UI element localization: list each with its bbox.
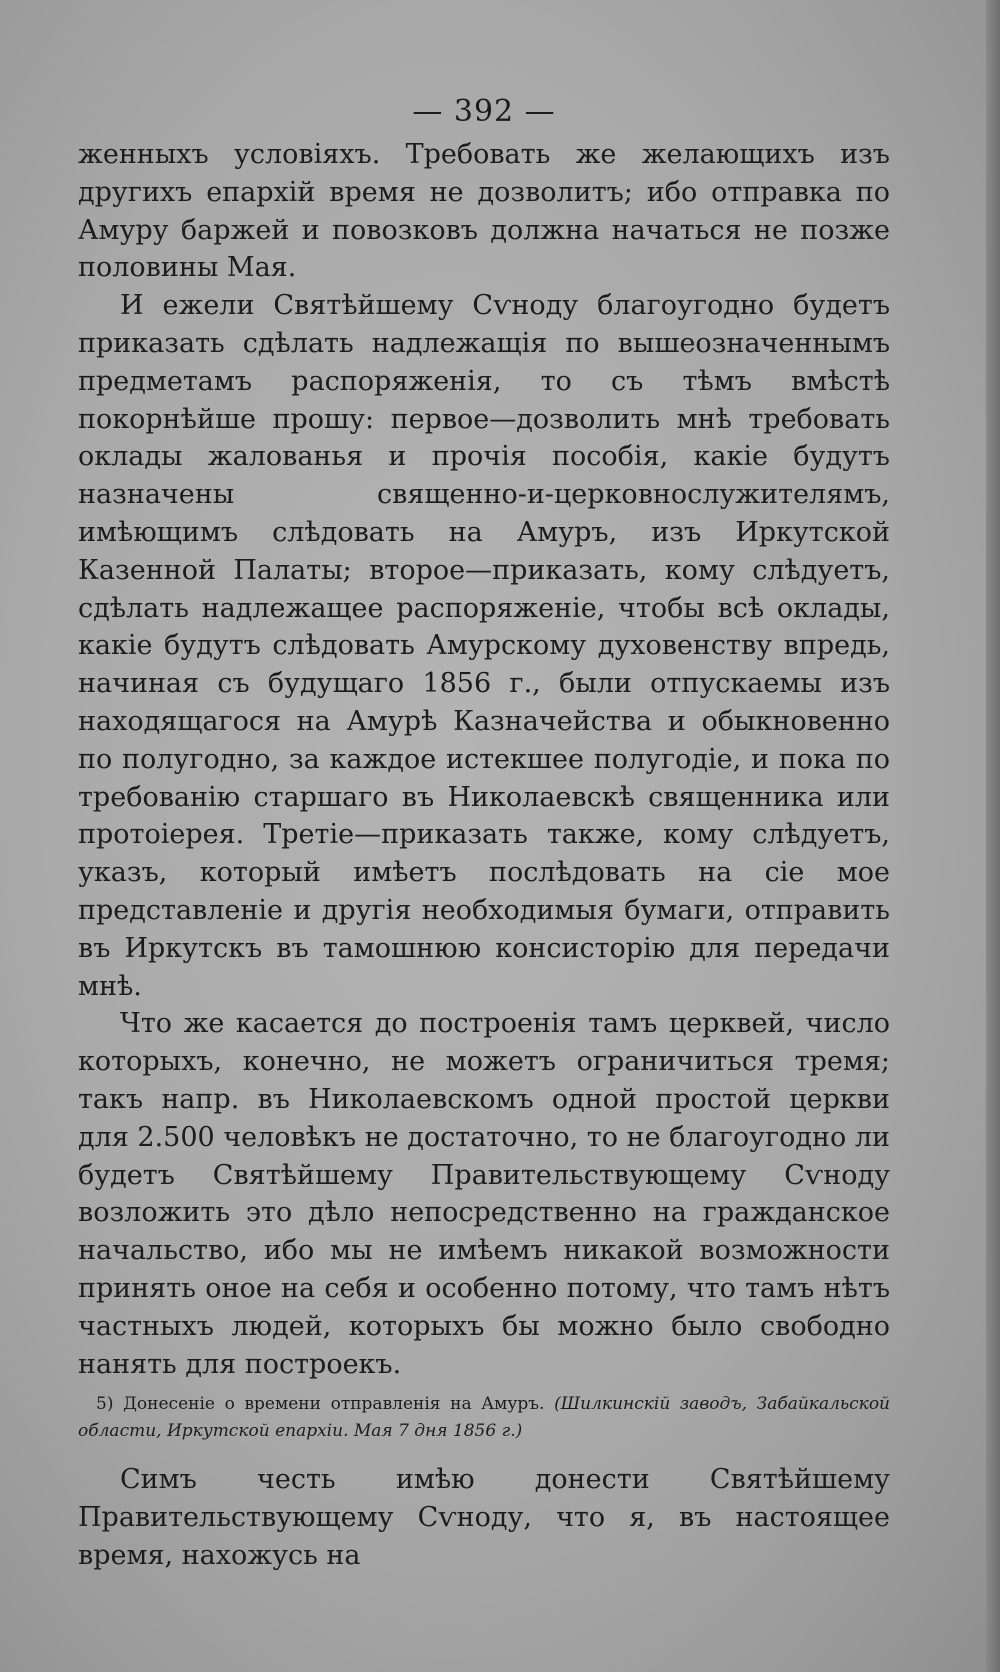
paragraph-churches: Что же касается до построенія тамъ церквей, число которыхъ, конечно, не можетъ ограничиться тремя; такъ напр. въ Николаевскомъ одной простой церкви для 2.500 человѣкъ не достаточно, то не благоугодно ли будетъ Святѣйшему Правительствующему Сѵноду возложить это дѣло непосредственно на гражданское начальство, ибо мы не имѣемъ никакой возможности принять оное на себя и особенно потому, что тамъ нѣтъ частныхъ людей, которыхъ бы можно было свободно нанять для построекъ. — [78, 1008, 890, 1380]
footnote-number: 5) — [96, 1394, 114, 1415]
paragraph-report: Симъ честь имѣю донести Святѣйшему Правительствующему Сѵноду, что я, въ настоящее время, нахожусь на — [78, 1464, 890, 1571]
footnote — [78, 1391, 890, 1445]
paragraph-continuation: женныхъ условіяхъ. Требовать же желающихъ изъ другихъ епархій время не дозволитъ; ибо отправка по Амуру баржей и повозковъ должна начаться не позже половины Мая. — [78, 139, 890, 284]
page-edge-shadow — [986, 0, 1000, 1672]
footnote-details: (Шилкинскій заводъ, Забайкальской области, Иркутской епархіи. Мая 7 дня 1856 г.) — [78, 1394, 891, 1442]
paragraph-requests: И ежели Святѣйшему Сѵноду благоугодно будетъ приказать сдѣлать надлежащія по вышеозначеннымъ предметамъ распоряженія, то съ тѣмъ вмѣстѣ покорнѣйше прошу: первое—дозволить мнѣ требовать оклады жалованья и прочія пособія, какіе будутъ назначены священно-и-церковнослужителямъ, имѣющимъ слѣдовать на Амуръ, изъ Иркутской Казенной Палаты; второе—приказать, кому слѣдуетъ, сдѣлать надлежащее распоряженіе, чтобы всѣ оклады, какіе будутъ слѣдовать Амурскому духовенству впредь, начиная съ будущаго 1856 г., были отпускаемы изъ находящагося на Амурѣ Казначейства и обыкновенно по полугодно, за каждое истекшее полугодіе, и пока по требованію старшаго въ Николаевскѣ священника или протоіерея. Третіе—приказать также, кому слѣдуетъ, указъ, который имѣетъ послѣдовать на сіе мое представленіе и другія необходимыя бумаги, отправить въ Иркутскъ въ тамошнюю консисторію для передачи мнѣ. — [78, 290, 890, 1002]
text-block — [78, 88, 890, 1575]
page-number: — 392 — — [412, 94, 556, 129]
footnote-title: Донесеніе о времени отправленія на Амуръ. — [123, 1394, 545, 1415]
